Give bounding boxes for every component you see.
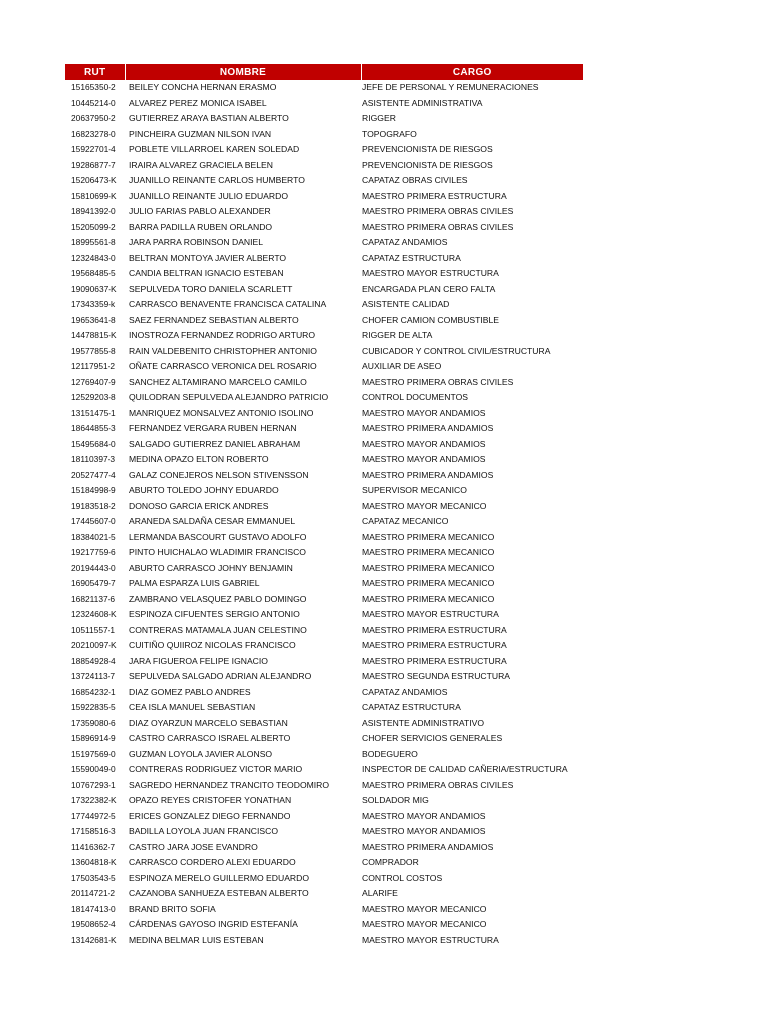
nombre-cell: DONOSO GARCIA ERICK ANDRES (129, 500, 269, 511)
cargo-cell: MAESTRO PRIMERA ESTRUCTURA (362, 640, 507, 650)
table-row (65, 886, 583, 902)
rut-cell: 10767293-1 (71, 779, 116, 790)
cargo-cell: CHOFER CAMION COMBUSTIBLE (362, 314, 500, 325)
table-row (65, 824, 583, 840)
table-row (65, 747, 583, 763)
nombre-cell: ABURTO CARRASCO JOHNY BENJAMIN (129, 562, 293, 573)
table-row (65, 251, 583, 267)
nombre-cell: GALAZ CONEJEROS NELSON STIVENSSON (129, 469, 309, 480)
nombre-cell: JUANILLO REINANTE CARLOS HUMBERTO (129, 175, 305, 185)
nombre-cell: BELTRAN MONTOYA JAVIER ALBERTO (129, 252, 287, 263)
rut-cell: 13151475-1 (71, 407, 116, 418)
table-row (65, 545, 583, 561)
rut-cell: 20637950-2 (71, 113, 116, 123)
nombre-cell: MEDINA BELMAR LUIS ESTEBAN (129, 934, 264, 945)
rut-cell: 18384021-5 (71, 531, 116, 542)
cargo-cell: MAESTRO MAYOR MECANICO (362, 919, 487, 929)
cargo-cell: CAPATAZ ANDAMIOS (362, 686, 448, 697)
table-row (65, 576, 583, 592)
table-row (65, 592, 583, 608)
cargo-cell: MAESTRO PRIMERA MECANICO (362, 562, 495, 573)
nombre-cell: CANDIA BELTRAN IGNACIO ESTEBAN (129, 268, 284, 278)
table-row (65, 731, 583, 747)
cargo-cell: TOPOGRAFO (362, 128, 417, 139)
rut-cell: 15197569-0 (71, 748, 116, 759)
rut-cell: 14478815-K (71, 330, 117, 340)
nombre-cell: CASTRO JARA JOSE EVANDRO (129, 841, 258, 852)
table-row (65, 716, 583, 732)
cargo-cell: MAESTRO MAYOR ANDAMIOS (362, 407, 486, 418)
cargo-cell: MAESTRO MAYOR ANDAMIOS (362, 438, 486, 449)
rut-cell: 12324608-K (71, 609, 117, 619)
cargo-cell: MAESTRO PRIMERA ESTRUCTURA (362, 190, 507, 201)
table-row (65, 530, 583, 546)
table-row (65, 421, 583, 437)
table-row (65, 762, 583, 778)
table-row (65, 220, 583, 236)
table-row (65, 328, 583, 344)
table-row (65, 917, 583, 933)
header-rut: RUT (65, 64, 125, 80)
nombre-cell: BARRA PADILLA RUBEN ORLANDO (129, 221, 273, 232)
cargo-cell: CONTROL COSTOS (362, 872, 443, 883)
rut-cell: 10511557-1 (71, 624, 116, 635)
rut-cell: 19286877-7 (71, 159, 116, 170)
nombre-cell: SAEZ FERNANDEZ SEBASTIAN ALBERTO (129, 314, 299, 325)
rut-cell: 17744972-5 (71, 810, 116, 821)
rut-cell: 19183518-2 (71, 500, 116, 511)
cargo-cell: CONTROL DOCUMENTOS (362, 392, 468, 402)
rut-cell: 12324843-0 (71, 252, 116, 263)
nombre-cell: CARRASCO BENAVENTE FRANCISCA CATALINA (129, 299, 327, 309)
cargo-cell: MAESTRO PRIMERA OBRAS CIVILES (362, 376, 514, 387)
cargo-cell: PREVENCIONISTA DE RIESGOS (362, 144, 493, 154)
table-row (65, 313, 583, 329)
nombre-cell: SAGREDO HERNANDEZ TRANCITO TEODOMIRO (129, 779, 330, 790)
nombre-cell: OÑATE CARRASCO VERONICA DEL ROSARIO (129, 361, 317, 371)
nombre-cell: DIAZ OYARZUN MARCELO SEBASTIAN (129, 717, 288, 728)
rut-cell: 16823278-0 (71, 128, 116, 139)
cargo-cell: MAESTRO PRIMERA ESTRUCTURA (362, 624, 507, 635)
table-row (65, 158, 583, 174)
nombre-cell: SEPULVEDA SALGADO ADRIAN ALEJANDRO (129, 671, 312, 681)
table-row (65, 499, 583, 515)
table-row (65, 204, 583, 220)
table-row (65, 437, 583, 453)
nombre-cell: POBLETE VILLARROEL KAREN SOLEDAD (129, 144, 300, 154)
nombre-cell: PINCHEIRA GUZMAN NILSON IVAN (129, 128, 272, 139)
rut-cell: 10445214-0 (71, 97, 116, 108)
cargo-cell: ENCARGADA PLAN CERO FALTA (362, 283, 496, 294)
nombre-cell: GUZMAN LOYOLA JAVIER ALONSO (129, 748, 273, 759)
rut-cell: 17158516-3 (71, 826, 116, 836)
nombre-cell: ESPINOZA CIFUENTES SERGIO ANTONIO (129, 609, 300, 619)
rut-cell: 15922701-4 (71, 144, 116, 154)
table-row (65, 189, 583, 205)
cargo-cell: MAESTRO PRIMERA ANDAMIOS (362, 423, 494, 433)
cargo-cell: MAESTRO PRIMERA OBRAS CIVILES (362, 221, 514, 232)
nombre-cell: CONTRERAS MATAMALA JUAN CELESTINO (129, 624, 307, 635)
rut-cell: 17503543-5 (71, 872, 116, 883)
cargo-cell: ASISTENTE CALIDAD (362, 299, 450, 309)
rut-cell: 19653641-8 (71, 314, 116, 325)
cargo-cell: MAESTRO MAYOR MECANICO (362, 500, 487, 511)
nombre-cell: JULIO FARIAS PABLO ALEXANDER (129, 206, 271, 216)
nombre-cell: SANCHEZ ALTAMIRANO MARCELO CAMILO (129, 376, 307, 387)
table-row (65, 855, 583, 871)
cargo-cell: MAESTRO MAYOR ESTRUCTURA (362, 934, 499, 945)
nombre-cell: FERNANDEZ VERGARA RUBEN HERNAN (129, 423, 297, 433)
header-cargo: CARGO (361, 64, 583, 80)
cargo-cell: BODEGUERO (362, 748, 418, 759)
rut-cell: 19217759-6 (71, 547, 116, 557)
rut-cell: 16854232-1 (71, 686, 116, 697)
nombre-cell: SALGADO GUTIERREZ DANIEL ABRAHAM (129, 438, 301, 449)
cargo-cell: MAESTRO SEGUNDA ESTRUCTURA (362, 671, 511, 681)
nombre-cell: JARA FIGUEROA FELIPE IGNACIO (129, 655, 268, 666)
rut-cell: 13604818-K (71, 857, 117, 867)
table-row (65, 452, 583, 468)
cargo-cell: CAPATAZ ANDAMIOS (362, 237, 448, 247)
cargo-cell: MAESTRO PRIMERA MECANICO (362, 578, 495, 588)
table-row (65, 127, 583, 143)
nombre-cell: LERMANDA BASCOURT GUSTAVO ADOLFO (129, 531, 307, 542)
table-row (65, 142, 583, 158)
table-row (65, 933, 583, 949)
nombre-cell: CAZANOBA SANHUEZA ESTEBAN ALBERTO (129, 888, 309, 898)
table-row (65, 607, 583, 623)
table-row (65, 282, 583, 298)
cargo-cell: MAESTRO PRIMERA MECANICO (362, 593, 495, 604)
rut-cell: 15810699-K (71, 190, 117, 201)
nombre-cell: BEILEY CONCHA HERNAN ERASMO (129, 82, 277, 92)
rut-cell: 18147413-0 (71, 903, 116, 914)
rut-cell: 15165350-2 (71, 82, 116, 92)
cargo-cell: PREVENCIONISTA DE RIESGOS (362, 159, 493, 170)
nombre-cell: CONTRERAS RODRIGUEZ VICTOR MARIO (129, 764, 303, 774)
nombre-cell: ALVAREZ PEREZ MONICA ISABEL (129, 97, 267, 108)
nombre-cell: IRAIRA ALVAREZ GRACIELA BELEN (129, 159, 273, 170)
table-row (65, 80, 583, 96)
table-row (65, 809, 583, 825)
rut-cell: 12769407-9 (71, 376, 116, 387)
rut-cell: 20114721-2 (71, 888, 116, 898)
rut-cell: 19090637-K (71, 283, 117, 294)
rut-cell: 17343359-k (71, 299, 116, 309)
table-row (65, 778, 583, 794)
rut-cell: 17322382-K (71, 795, 117, 805)
rut-cell: 13724113-7 (71, 671, 116, 681)
personnel-table (65, 64, 583, 948)
nombre-cell: ERICES GONZALEZ DIEGO FERNANDO (129, 810, 291, 821)
rut-cell: 18644855-3 (71, 423, 116, 433)
table-row (65, 266, 583, 282)
nombre-cell: INOSTROZA FERNANDEZ RODRIGO ARTURO (129, 330, 316, 340)
cargo-cell: MAESTRO PRIMERA ANDAMIOS (362, 469, 494, 480)
rut-cell: 15206473-K (71, 175, 117, 185)
cargo-cell: CAPATAZ OBRAS CIVILES (362, 175, 468, 185)
nombre-cell: QUILODRAN SEPULVEDA ALEJANDRO PATRICIO (129, 392, 329, 402)
nombre-cell: ABURTO TOLEDO JOHNY EDUARDO (129, 485, 279, 495)
rut-cell: 18110397-3 (71, 454, 116, 464)
table-row (65, 840, 583, 856)
table-row (65, 669, 583, 685)
rut-cell: 16821137-6 (71, 593, 116, 604)
cargo-cell: CUBICADOR Y CONTROL CIVIL/ESTRUCTURA (362, 345, 551, 356)
cargo-cell: INSPECTOR DE CALIDAD CAÑERIA/ESTRUCTURA (362, 764, 568, 774)
table-row (65, 235, 583, 251)
nombre-cell: ZAMBRANO VELASQUEZ PABLO DOMINGO (129, 593, 307, 604)
table-header (65, 64, 583, 80)
cargo-cell: COMPRADOR (362, 857, 419, 867)
rut-cell: 15184998-9 (71, 485, 116, 495)
table-row (65, 406, 583, 422)
cargo-cell: CAPATAZ ESTRUCTURA (362, 702, 461, 712)
rut-cell: 20194443-0 (71, 562, 116, 573)
cargo-cell: RIGGER (362, 113, 396, 123)
table-row (65, 793, 583, 809)
nombre-cell: RAIN VALDEBENITO CHRISTOPHER ANTONIO (129, 345, 317, 356)
cargo-cell: RIGGER DE ALTA (362, 330, 433, 340)
cargo-cell: SOLDADOR MIG (362, 795, 429, 805)
table-row (65, 561, 583, 577)
cargo-cell: MAESTRO MAYOR ANDAMIOS (362, 810, 486, 821)
rut-cell: 15205099-2 (71, 221, 116, 232)
cargo-cell: ASISTENTE ADMINISTRATIVA (362, 97, 483, 108)
rut-cell: 18941392-0 (71, 206, 116, 216)
table-row (65, 111, 583, 127)
cargo-cell: MAESTRO MAYOR MECANICO (362, 903, 487, 914)
cargo-cell: CAPATAZ ESTRUCTURA (362, 252, 461, 263)
nombre-cell: PALMA ESPARZA LUIS GABRIEL (129, 578, 260, 588)
rut-cell: 16905479-7 (71, 578, 116, 588)
rut-cell: 12529203-8 (71, 392, 116, 402)
rut-cell: 20527477-4 (71, 469, 116, 480)
table-row (65, 173, 583, 189)
cargo-cell: MAESTRO PRIMERA OBRAS CIVILES (362, 779, 514, 790)
rut-cell: 18995561-8 (71, 237, 116, 247)
nombre-cell: ARANEDA SALDAÑA CESAR EMMANUEL (129, 516, 296, 526)
cargo-cell: ALARIFE (362, 888, 398, 898)
nombre-cell: CÁRDENAS GAYOSO INGRID ESTEFANÍA (129, 919, 298, 929)
header-row (65, 64, 583, 80)
rut-cell: 12117951-2 (71, 361, 116, 371)
nombre-cell: JARA PARRA ROBINSON DANIEL (129, 237, 264, 247)
cargo-cell: MAESTRO PRIMERA MECANICO (362, 531, 495, 542)
table-row (65, 483, 583, 499)
nombre-cell: DIAZ GOMEZ PABLO ANDRES (129, 686, 251, 697)
cargo-cell: MAESTRO PRIMERA ANDAMIOS (362, 841, 494, 852)
rut-cell: 18854928-4 (71, 655, 116, 666)
nombre-cell: OPAZO REYES CRISTOFER YONATHAN (129, 795, 292, 805)
table-row (65, 871, 583, 887)
nombre-cell: CEA ISLA MANUEL SEBASTIAN (129, 702, 256, 712)
nombre-cell: BRAND BRITO SOFIA (129, 903, 216, 914)
header-nombre: NOMBRE (125, 64, 361, 80)
table-row (65, 685, 583, 701)
nombre-cell: JUANILLO REINANTE JULIO EDUARDO (129, 190, 289, 201)
table-row (65, 468, 583, 484)
nombre-cell: BADILLA LOYOLA JUAN FRANCISCO (129, 826, 279, 836)
cargo-cell: MAESTRO MAYOR ESTRUCTURA (362, 609, 499, 619)
table-row (65, 700, 583, 716)
rut-cell: 17445607-0 (71, 516, 116, 526)
cargo-cell: MAESTRO MAYOR ANDAMIOS (362, 826, 486, 836)
nombre-cell: CASTRO CARRASCO ISRAEL ALBERTO (129, 733, 291, 743)
cargo-cell: ASISTENTE ADMINISTRATIVO (362, 717, 485, 728)
table-row (65, 654, 583, 670)
table-row (65, 359, 583, 375)
rut-cell: 15922835-5 (71, 702, 116, 712)
cargo-cell: MAESTRO PRIMERA ESTRUCTURA (362, 655, 507, 666)
table-row (65, 390, 583, 406)
rut-cell: 19568485-5 (71, 268, 116, 278)
rut-cell: 15590049-0 (71, 764, 116, 774)
nombre-cell: CARRASCO CORDERO ALEXI EDUARDO (129, 857, 296, 867)
personnel-sheet (65, 64, 583, 948)
cargo-cell: MAESTRO PRIMERA OBRAS CIVILES (362, 206, 514, 216)
nombre-cell: PINTO HUICHALAO WLADIMIR FRANCISCO (129, 547, 306, 557)
cargo-cell: MAESTRO MAYOR ESTRUCTURA (362, 268, 499, 278)
table-row (65, 514, 583, 530)
cargo-cell: CAPATAZ MECANICO (362, 516, 449, 526)
cargo-cell: JEFE DE PERSONAL Y REMUNERACIONES (362, 82, 539, 92)
table-row (65, 96, 583, 112)
rut-cell: 19577855-8 (71, 345, 116, 356)
cargo-cell: AUXILIAR DE ASEO (362, 361, 442, 371)
rut-cell: 15896914-9 (71, 733, 116, 743)
nombre-cell: MEDINA OPAZO ELTON ROBERTO (129, 454, 269, 464)
table-row (65, 638, 583, 654)
nombre-cell: ESPINOZA MERELO GUILLERMO EDUARDO (129, 872, 310, 883)
nombre-cell: GUTIERREZ ARAYA BASTIAN ALBERTO (129, 113, 289, 123)
cargo-cell: CHOFER SERVICIOS GENERALES (362, 733, 503, 743)
rut-cell: 19508652-4 (71, 919, 116, 929)
cargo-cell: MAESTRO PRIMERA MECANICO (362, 547, 495, 557)
nombre-cell: CUITIÑO QUIIROZ NICOLAS FRANCISCO (129, 640, 296, 650)
table-row (65, 344, 583, 360)
table-row (65, 297, 583, 313)
table-body (65, 80, 583, 948)
rut-cell: 20210097-K (71, 640, 117, 650)
cargo-cell: MAESTRO MAYOR ANDAMIOS (362, 454, 486, 464)
rut-cell: 13142681-K (71, 934, 117, 945)
table-row (65, 375, 583, 391)
cargo-cell: SUPERVISOR MECANICO (362, 485, 467, 495)
nombre-cell: SEPULVEDA TORO DANIELA SCARLETT (129, 283, 293, 294)
rut-cell: 11416362-7 (71, 841, 116, 852)
table-row (65, 902, 583, 918)
rut-cell: 15495684-0 (71, 438, 116, 449)
table-row (65, 623, 583, 639)
rut-cell: 17359080-6 (71, 717, 116, 728)
nombre-cell: MANRIQUEZ MONSALVEZ ANTONIO ISOLINO (129, 407, 314, 418)
